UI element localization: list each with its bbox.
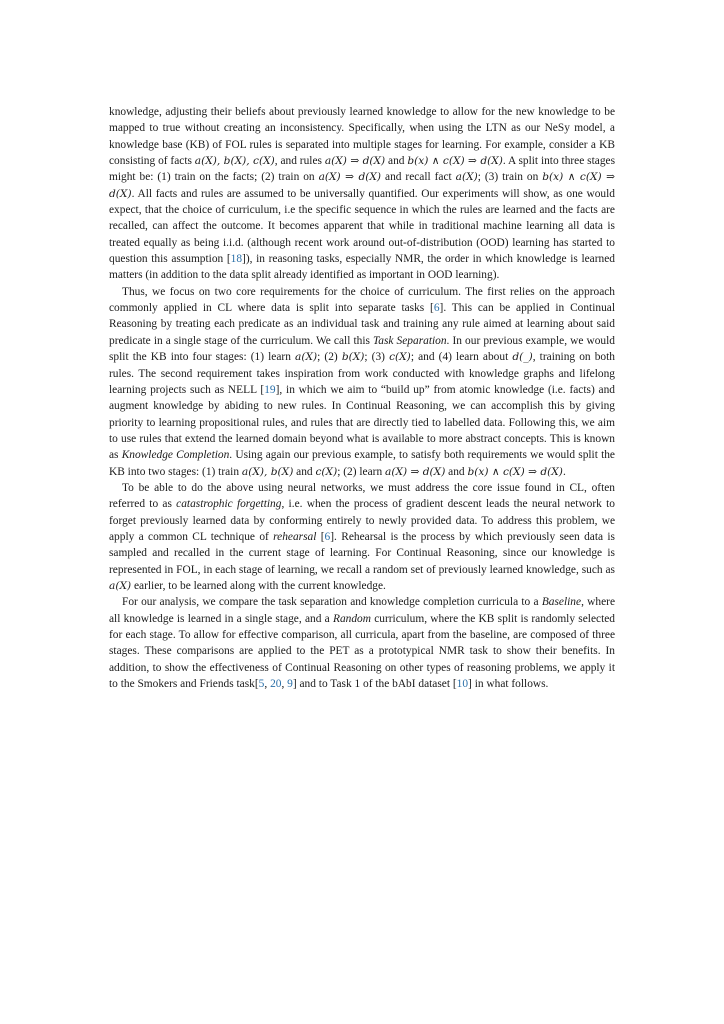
text-run: ] and to Task 1 of the bAbI dataset [	[292, 678, 457, 691]
text-run: ]. Rehearsal is the process by which previously seen data is sampled and recalled in the current stage of learning. For Continual Reasoning, since our knowledge is represented in FOL, in each stage of learning, we recall a random set of previously learned knowledge, such as	[109, 530, 615, 576]
text-run: ]), in reasoning tasks, especially NMR, the order in which knowledge is learned matters (in addition to the data split already identified as important in OOD learning).	[109, 253, 615, 282]
math-expression: c(X)	[315, 465, 338, 478]
emphasized-term: Random	[332, 612, 371, 625]
math-expression: a(X)	[455, 171, 478, 184]
text-run: , i.e. when the process of gradient descent leads the neural network to forget previously learned data by conforming entirely to newly provided data. To address this problem, we apply a common CL technique of	[109, 498, 615, 543]
emphasized-term: rehearsal	[273, 530, 317, 543]
math-expression: d(_)	[512, 351, 533, 364]
text-run: ]. This can be applied in Continual Reasoning by treating each predicate as an individual task and training any rule aimed at learning about said predicate in a single stage of the curriculum. We call this	[109, 302, 615, 347]
math-expression: b(X)	[341, 351, 365, 364]
text-run: curriculum, where the KB split is randomly selected for each stage. To allow for effective comparison, all curricula, apart from the baseline, are composed of three stages. These comparisons are applied to the PET as a prototypical NMR task to show their benefits. In addition, to show the effectiveness of Continual Reasoning on other types of reasoning problems, we apply it to the Smokers and Friends task[	[109, 612, 615, 691]
math-expression: b(x) ∧ c(X) ⇒ d(X)	[109, 171, 616, 200]
math-expression: b(x) ∧ c(X) ⇒ d(X)	[407, 155, 503, 168]
text-run: . Using again our previous example, to satisfy both requirements we would split the KB into two stages: (1) train	[109, 449, 615, 478]
math-expression: a(X) ⇒ d(X)	[324, 155, 386, 168]
emphasized-term: Knowledge Completion	[121, 449, 230, 462]
text-run: [	[316, 530, 325, 543]
text-run: . All facts and rules are assumed to be universally quantified. Our experiments will show, as one would expect, that the choice of curriculum, i.e the specific sequence in which the rules are learned and the facts are recalled, can affect the outcome. It becomes apparent that while in traditional machine learning all data is treated equally as being i.i.d. (although recent work around out-of-distribution (OOD) learning has started to question this assumption [	[109, 187, 615, 266]
text-run: .	[562, 465, 566, 478]
citation-link[interactable]: 5	[258, 678, 265, 691]
math-expression: a(X), b(X)	[241, 465, 294, 478]
text-run: . In our previous example, we would split the KB into four stages: (1) learn	[109, 334, 615, 364]
paragraph	[109, 104, 615, 284]
text-run: To be able to do the above using neural networks, we must address the core issue found in CL, often referred to as	[109, 481, 615, 511]
emphasized-term: Task Separation	[373, 334, 447, 347]
text-run: , and rules	[274, 155, 325, 168]
text-run: ; (2)	[317, 351, 342, 364]
citation-link[interactable]: 19	[264, 383, 276, 396]
text-run: , training on both rules. The second requirement takes inspiration from work conducted with knowledge graphs and lifelong learning projects such as NELL [	[109, 351, 615, 396]
math-expression: a(X) ⇒ d(X)	[385, 465, 446, 478]
text-run: ; (3)	[364, 351, 390, 364]
paragraph	[109, 594, 615, 692]
text-run: ], in which we aim to “build up” from atomic knowledge (i.e. facts) and augment knowledge by abiding to new rules. In Continual Reasoning, we can accomplish this by giving priority to learning propositional rules, and rules that are directly tied to labelled data. Following this, we aim to use rules that extend the learned domain beyond what is available to more abstract concepts. This is known as	[109, 383, 615, 462]
text-run: and	[385, 155, 408, 168]
citation-link[interactable]: 9	[287, 678, 293, 691]
text-run: For our analysis, we compare the task separation and knowledge completion curricula to a	[122, 596, 542, 609]
text-run: ,	[281, 678, 288, 691]
citation-link[interactable]: 6	[324, 530, 331, 543]
math-expression: a(X)	[109, 579, 132, 592]
citation-link[interactable]: 6	[433, 302, 440, 315]
text-run: ; and (4) learn about	[410, 351, 513, 364]
paragraph	[109, 284, 615, 480]
math-expression: a(X) ⇒ d(X)	[318, 171, 382, 184]
math-expression: b(x) ∧ c(X) ⇒ d(X)	[467, 465, 563, 478]
citation-link[interactable]: 18	[230, 253, 243, 266]
text-run: ] in what follows.	[468, 678, 549, 691]
emphasized-term: catastrophic forgetting	[176, 498, 282, 511]
text-run: earlier, to be learned along with the current knowledge.	[131, 579, 386, 592]
text-run: ; (3) train on	[477, 171, 543, 184]
text-run: ,	[264, 678, 271, 691]
math-expression: a(X)	[295, 351, 318, 364]
math-expression: c(X)	[389, 351, 411, 364]
paper-body	[109, 104, 615, 692]
text-run: , where all knowledge is learned in a single stage, and a	[109, 596, 615, 625]
text-run: knowledge, adjusting their beliefs about previously learned knowledge to allow for the new knowledge to be mapped to true without creating an inconsistency. Specifically, when using the LTN as our NeSy model, a knowledge base (KB) of FOL rules is separated into multiple stages for learning. For example, consider a KB consisting of facts	[109, 106, 615, 168]
emphasized-term: Baseline	[541, 596, 582, 609]
citation-link[interactable]: 10	[456, 678, 469, 691]
text-run: and	[293, 465, 316, 478]
text-run: and	[445, 465, 468, 478]
math-expression: a(X), b(X), c(X)	[194, 155, 275, 168]
paragraph	[109, 480, 615, 594]
text-run: ; (2) learn	[337, 465, 385, 478]
citation-link[interactable]: 20	[270, 678, 282, 691]
text-run: . A split into three stages might be: (1) train on the facts; (2) train on	[109, 155, 616, 184]
text-run: and recall fact	[381, 171, 456, 184]
text-run: Thus, we focus on two core requirements for the choice of curriculum. The first relies on the approach commonly applied in CL where data is split into separate tasks [	[109, 285, 615, 315]
